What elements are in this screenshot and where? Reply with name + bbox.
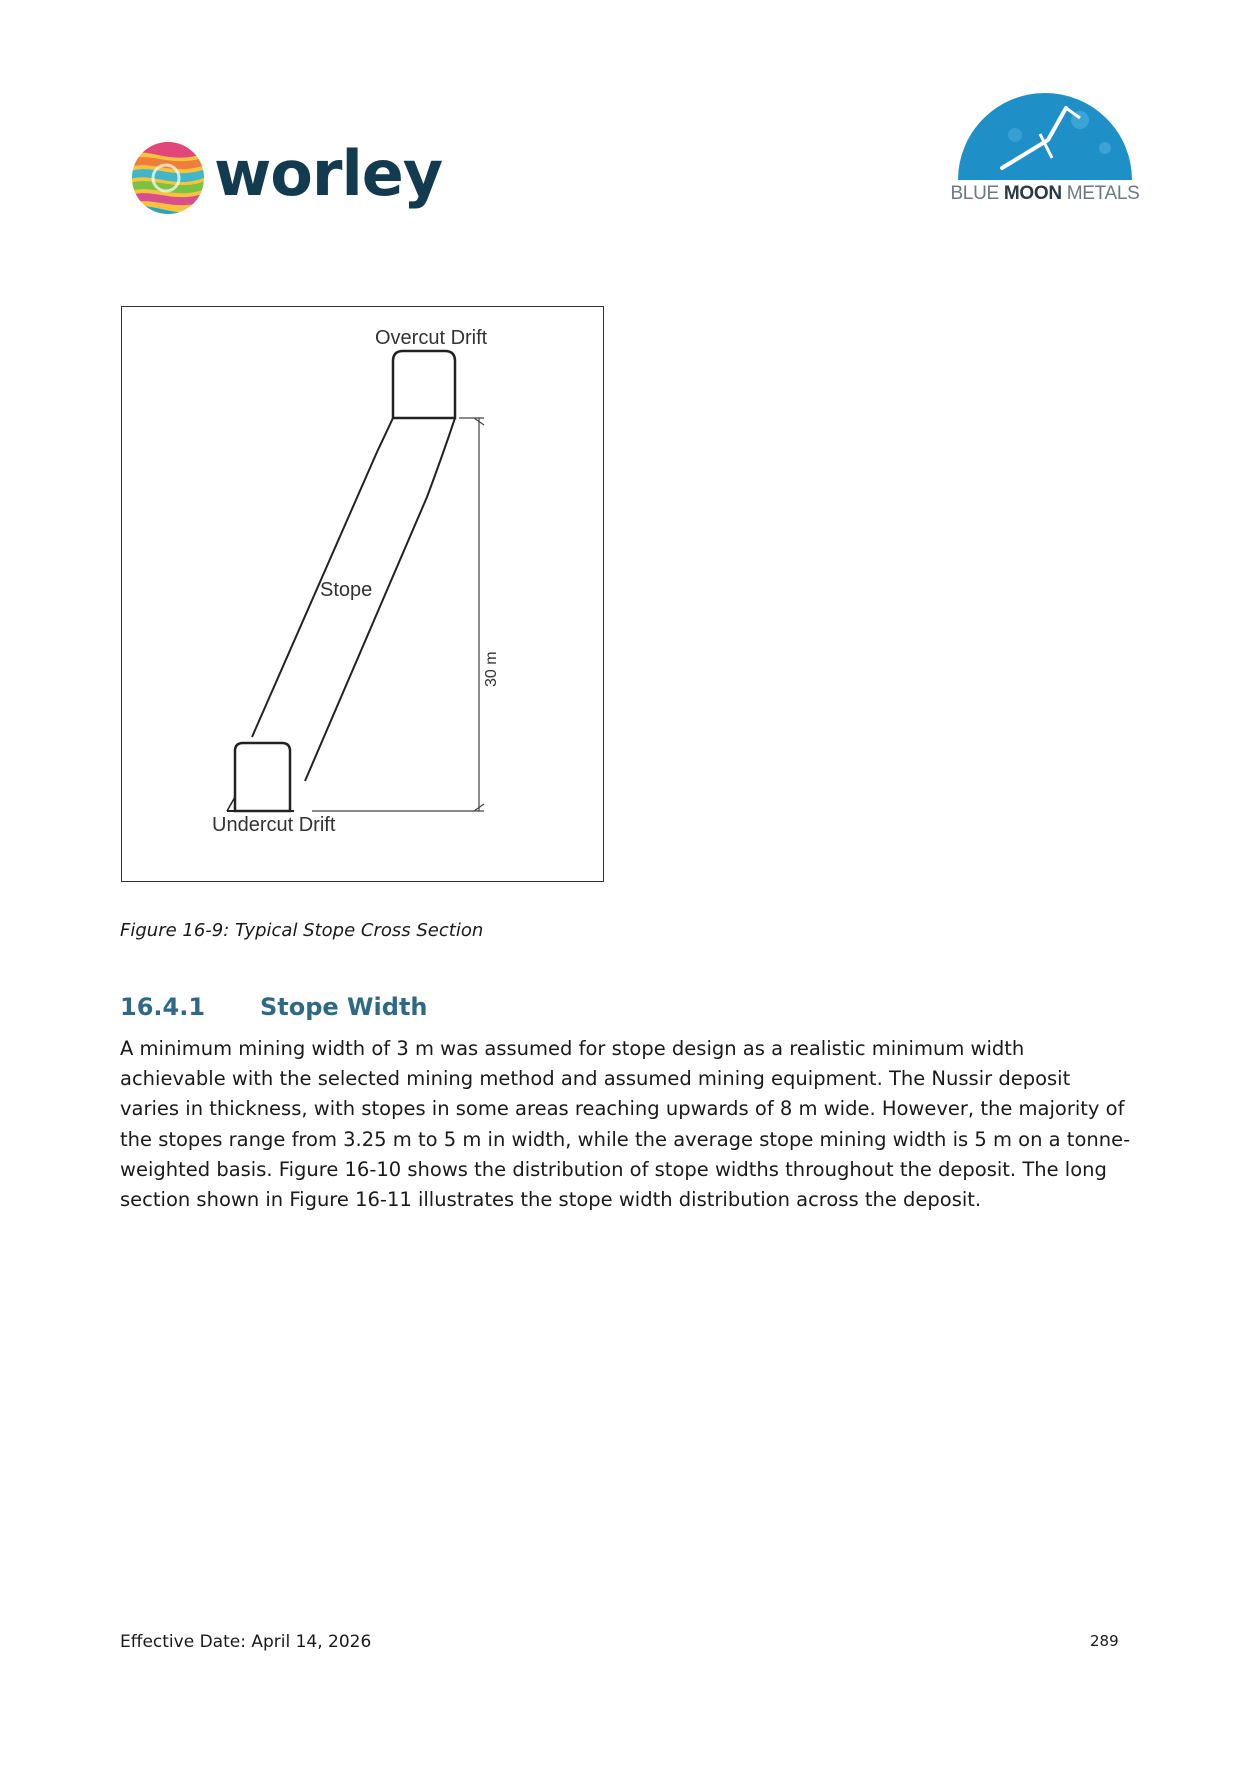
blue-moon-metals-logo — [940, 80, 1150, 210]
overcut-drift-label: Overcut Drift — [375, 327, 488, 349]
worley-globe-icon — [128, 138, 208, 218]
undercut-drift-label: Undercut Drift — [212, 814, 336, 836]
footer-page-number: 289 — [1090, 1632, 1119, 1650]
section-number: 16.4.1 — [120, 993, 206, 1021]
stope-left-edge — [252, 418, 393, 737]
section-title: Stope Width — [260, 993, 428, 1021]
stope-cross-section-figure — [121, 306, 604, 882]
footer-effective-date: Effective Date: April 14, 2026 — [120, 1632, 372, 1652]
section-heading — [120, 993, 428, 1021]
moon-dome-icon — [940, 80, 1150, 184]
height-dimension-label: 30 m — [483, 651, 500, 687]
worley-wordmark: worley — [214, 137, 443, 210]
overcut-drift-shape — [393, 351, 455, 418]
undercut-drift-shape — [235, 743, 290, 811]
body-paragraph: A minimum mining width of 3 m was assumed for stope design as a realistic minimum width achievable with the selected mining method and assumed mining equipment. The Nussir deposit varies in thickness, with stopes in some areas reaching upwards of 8 m wide. However, the majority of the stopes range from 3.25 m to 5 m in width, while the average stope mining width is 5 m on a tonne-weighted basis. Figure 16-10 shows the distribution of stope widths throughout the deposit. The long section shown in Figure 16-11 illustrates the stope width distribution across the deposit. — [120, 1037, 1131, 1212]
stope-label: Stope — [320, 579, 373, 601]
figure-caption: Figure 16-9: Typical Stope Cross Section — [120, 920, 484, 941]
blue-moon-metals-wordmark: BLUE MOON METALS — [950, 183, 1140, 204]
worley-logo — [128, 138, 442, 218]
